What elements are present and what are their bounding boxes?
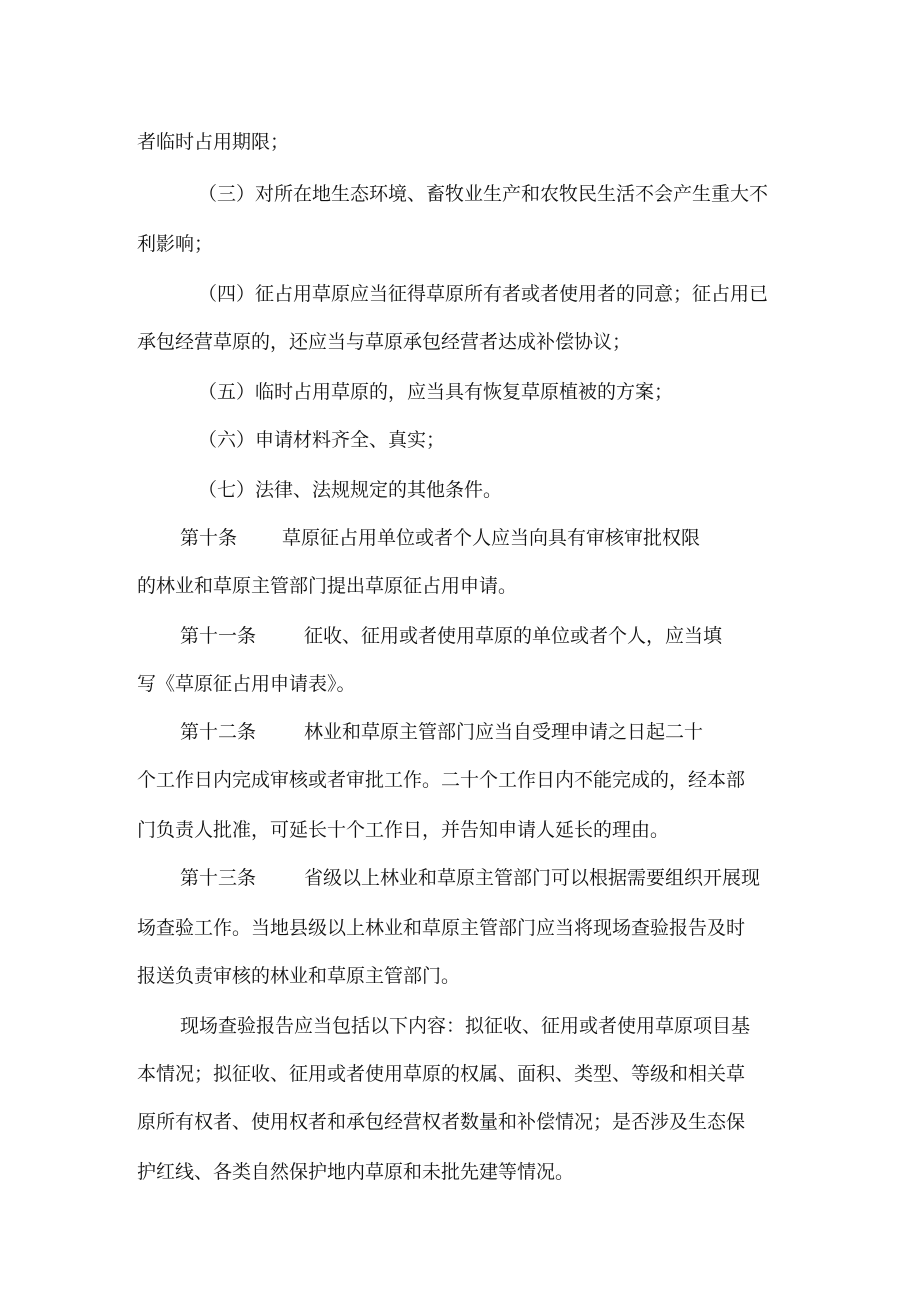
text-line: 门负责人批准，可延长十个工作日，并告知申请人延长的理由。 [137, 819, 670, 841]
text-line: 草原征占用单位或者个人应当向具有审核审批权限 [282, 527, 701, 549]
text-line: 林业和草原主管部门应当自受理申请之日起二十 [304, 721, 704, 743]
text-line: （六）申请材料齐全、真实； [198, 429, 446, 451]
text-line: 利影响； [137, 233, 214, 255]
article-number: 第十一条 [180, 625, 257, 647]
article-number: 第十二条 [180, 721, 257, 743]
text-line: 场查验工作。当地县级以上林业和草原主管部门应当将现场查验报告及时 [137, 917, 746, 939]
text-line: 本情况；拟征收、征用或者使用草原的权属、面积、类型、等级和相关草 [137, 1063, 746, 1085]
article-number: 第十条 [180, 527, 238, 549]
text-line: 报送负责审核的林业和草原主管部门。 [137, 965, 461, 987]
text-line: 者临时占用期限； [137, 131, 290, 153]
text-line: 原所有权者、使用权者和承包经营权者数量和补偿情况；是否涉及生态保 [137, 1111, 746, 1133]
text-line: 的林业和草原主管部门提出草原征占用申请。 [137, 575, 518, 597]
text-line: 征收、征用或者使用草原的单位或者个人，应当填 [304, 625, 723, 647]
text-line: 承包经营草原的，还应当与草原承包经营者达成补偿协议； [137, 331, 632, 353]
text-line: 省级以上林业和草原主管部门可以根据需要组织开展现 [304, 867, 761, 889]
text-line: 现场查验报告应当包括以下内容：拟征收、征用或者使用草原项目基 [180, 1015, 751, 1037]
text-line: 个工作日内完成审核或者审批工作。二十个工作日内不能完成的，经本部 [137, 769, 746, 791]
text-line: 护红线、各类自然保护地内草原和未批先建等情况。 [137, 1161, 575, 1183]
article-number: 第十三条 [180, 867, 257, 889]
text-line: 写《草原征占用申请表》。 [137, 673, 356, 695]
text-line: （七）法律、法规规定的其他条件。 [198, 479, 503, 501]
text-line: （三）对所在地生态环境、畜牧业生产和农牧民生活不会产生重大不 [198, 183, 769, 205]
text-line: （五）临时占用草原的，应当具有恢复草原植被的方案； [198, 381, 674, 403]
text-line: （四）征占用草原应当征得草原所有者或者使用者的同意；征占用已 [198, 283, 769, 305]
